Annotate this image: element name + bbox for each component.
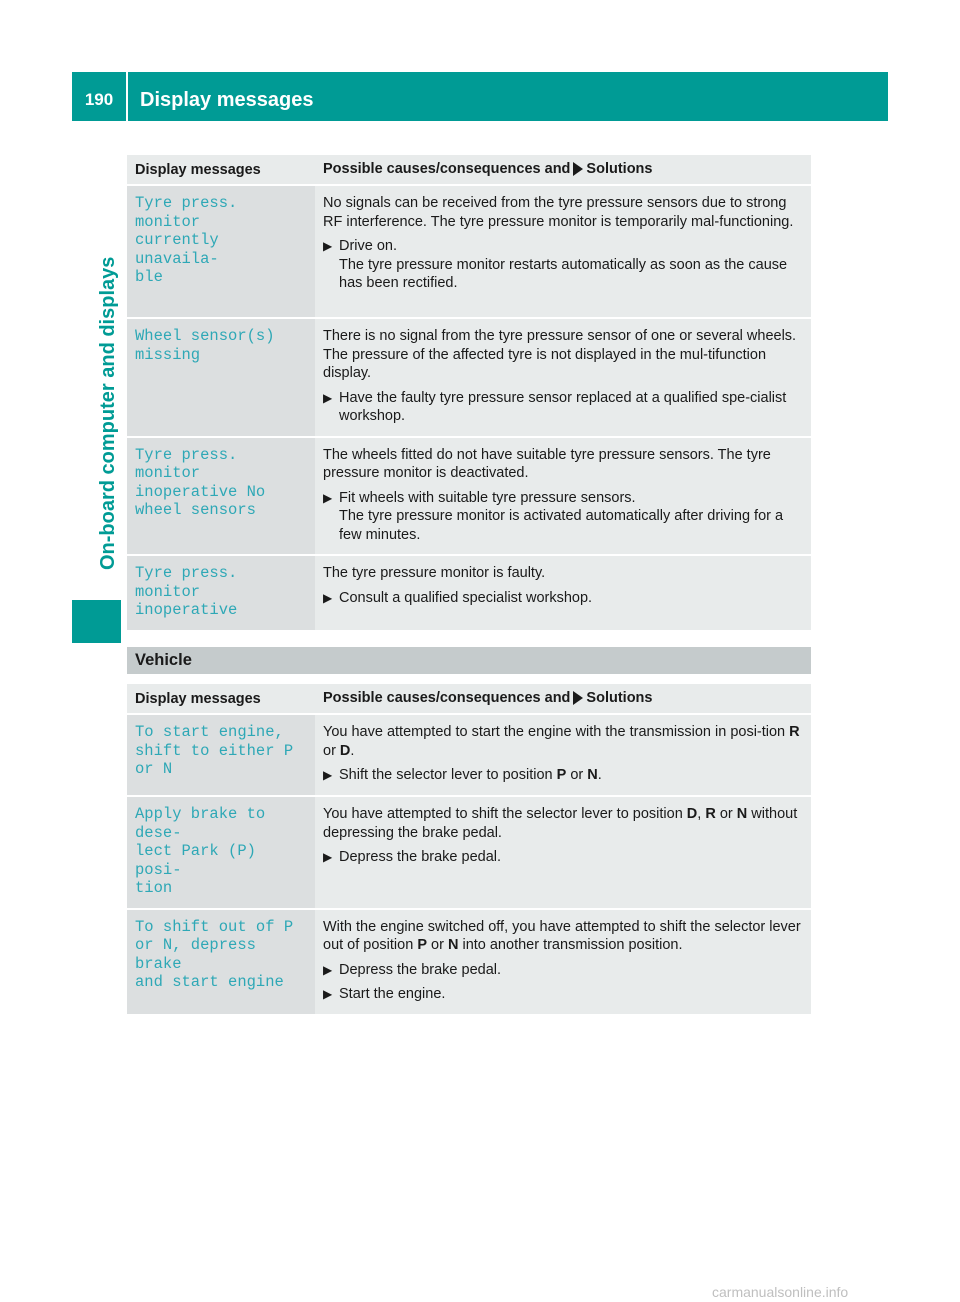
step-note: The tyre pressure monitor is activated automatically after driving for a few minutes. (339, 508, 784, 543)
message-line: Tyre press. monitor (135, 194, 238, 231)
table-header-row (127, 155, 811, 186)
message-line: currently unavaila‐ (135, 231, 219, 268)
display-message (127, 797, 315, 910)
step-action: Have the faulty tyre pressure sensor replaced at a qualified spe-cialist workshop. (339, 389, 787, 424)
text-part: . (350, 742, 355, 759)
message-line: wheel sensors (135, 501, 256, 519)
cause-text (323, 918, 803, 955)
message-line: missing (135, 345, 201, 364)
step-arrow-icon: ▶ (323, 390, 333, 405)
solution-step (323, 961, 803, 980)
step-action: Start the engine. (339, 986, 446, 1002)
cause-description (315, 186, 811, 319)
text-part: , (697, 806, 706, 822)
gear-letter: P (417, 937, 427, 953)
text-part: or (715, 806, 737, 822)
cause-text (323, 805, 803, 842)
header-causes-text: Possible causes/consequences and (323, 690, 571, 707)
table-row (127, 556, 811, 632)
vehicle-messages-table (127, 684, 811, 1016)
header-display-messages: Display messages (127, 155, 315, 186)
message-line: To shift out of P (135, 917, 294, 936)
step-action: Depress the brake pedal. (339, 849, 502, 865)
watermark: carmanualsonline.info (712, 1284, 849, 1300)
text-part: or (427, 937, 448, 953)
tyre-messages-table (127, 155, 811, 632)
gear-letter: R (705, 806, 716, 822)
display-message (127, 556, 315, 632)
table-row (127, 797, 811, 910)
display-message (127, 319, 315, 438)
page-title: Display messages (140, 89, 314, 111)
cause-text: The tyre pressure monitor is faulty. (323, 565, 546, 581)
table-row (127, 910, 811, 1016)
step-arrow-icon: ▶ (323, 490, 333, 505)
cause-text: The wheels fitted do not have suitable tyre pressure sensors. The tyre pressure monitor is deactivated. (323, 446, 771, 481)
message-line: inoperative No (135, 482, 266, 501)
message-line: or N (135, 760, 173, 778)
display-message (127, 438, 315, 557)
cause-text: There is no signal from the tyre pressure sensor of one or several wheels. The pressure of the affected tyre is not displayed in the mul-tifunction display. (323, 328, 797, 381)
step-arrow-icon: ▶ (323, 850, 333, 864)
play-arrow-icon (573, 162, 583, 176)
step-arrow-icon: ▶ (323, 768, 333, 782)
message-line: tion (135, 879, 173, 897)
text-part: . (597, 767, 602, 783)
message-line: Tyre press. monitor (135, 564, 238, 601)
message-line: or N, depress brake (135, 936, 256, 973)
display-message (127, 715, 315, 797)
gear-letter: N (447, 937, 459, 953)
step-arrow-icon: ▶ (323, 987, 333, 1001)
cause-description (315, 319, 811, 438)
section-heading-vehicle (127, 647, 811, 674)
cause-text: No signals can be received from the tyre pressure sensors due to strong RF interference. The tyre pressure monitor is temporarily mal-functioning. (323, 195, 794, 230)
display-message (127, 186, 315, 319)
step-action: Fit wheels with suitable tyre pressure sensors. (339, 489, 636, 506)
display-message (127, 910, 315, 1016)
header-display-messages: Display messages (127, 684, 315, 715)
gear-letter: P (556, 767, 567, 783)
solution-step (323, 848, 803, 867)
gear-letter: D (686, 806, 698, 822)
cause-description (315, 910, 811, 1016)
message-line: Wheel sensor(s) (135, 327, 275, 345)
header-divider (126, 72, 128, 121)
message-line: ble (135, 268, 163, 286)
cause-description (315, 556, 811, 632)
table-header-row (127, 684, 811, 715)
cause-description (315, 797, 811, 910)
step-action: Depress the brake pedal. (339, 961, 502, 978)
solution-step (323, 389, 803, 426)
text-part: You have attempted to start the engine with the transmission in posi-tion (323, 724, 790, 740)
message-line: Apply brake to dese‐ (135, 805, 266, 842)
text-part: Shift the selector lever to position (339, 767, 557, 783)
table-row (127, 715, 811, 797)
gear-letter: R (789, 724, 800, 740)
header-causes-text: Possible causes/consequences and (323, 161, 571, 178)
table-row (127, 438, 811, 557)
section-heading-text: Vehicle (135, 651, 192, 669)
message-line: and start engine (135, 973, 284, 991)
message-line: lect Park (P) posi‐ (135, 842, 256, 879)
side-marker-block (72, 600, 121, 643)
text-part: You have attempted to shift the selector lever to position (323, 806, 687, 822)
page-header (72, 72, 888, 121)
gear-letter: N (736, 806, 748, 822)
step-arrow-icon: ▶ (323, 239, 333, 253)
header-solutions-text: Solutions (586, 161, 653, 178)
cause-description (315, 715, 811, 797)
gear-letter: D (339, 742, 351, 759)
page-number: 190 (84, 90, 114, 109)
message-line: To start engine, (135, 723, 284, 741)
solution-step (323, 589, 803, 608)
message-line: shift to either P (135, 741, 294, 760)
text-part: into another transmission position. (458, 937, 683, 953)
solution-step (323, 489, 803, 545)
step-arrow-icon: ▶ (323, 590, 333, 605)
cause-description (315, 438, 811, 557)
solution-step (323, 985, 803, 1004)
table-row (127, 319, 811, 438)
step-action: Drive on. (339, 238, 398, 254)
message-line: inoperative (135, 601, 238, 619)
header-causes (315, 155, 811, 186)
text-part: without depressing the brake pedal. (323, 806, 798, 841)
text-part: or (323, 742, 340, 759)
step-arrow-icon: ▶ (323, 962, 333, 977)
gear-letter: N (587, 767, 598, 783)
play-arrow-icon (573, 691, 583, 705)
cause-text (323, 723, 803, 760)
step-action: Consult a qualified specialist workshop. (339, 589, 593, 606)
text-part: With the engine switched off, you have attempted to shift the selector lever out of position (323, 918, 801, 953)
header-solutions-text: Solutions (586, 690, 653, 707)
solution-step (323, 766, 803, 785)
solution-step (323, 237, 803, 293)
message-line: Tyre press. monitor (135, 445, 238, 482)
table-row (127, 186, 811, 319)
side-chapter-label: On-board computer and displays (97, 256, 119, 570)
text-part: or (566, 767, 588, 783)
step-note: The tyre pressure monitor restarts automatically as soon as the cause has been rectified. (339, 256, 788, 291)
header-causes (315, 684, 811, 715)
